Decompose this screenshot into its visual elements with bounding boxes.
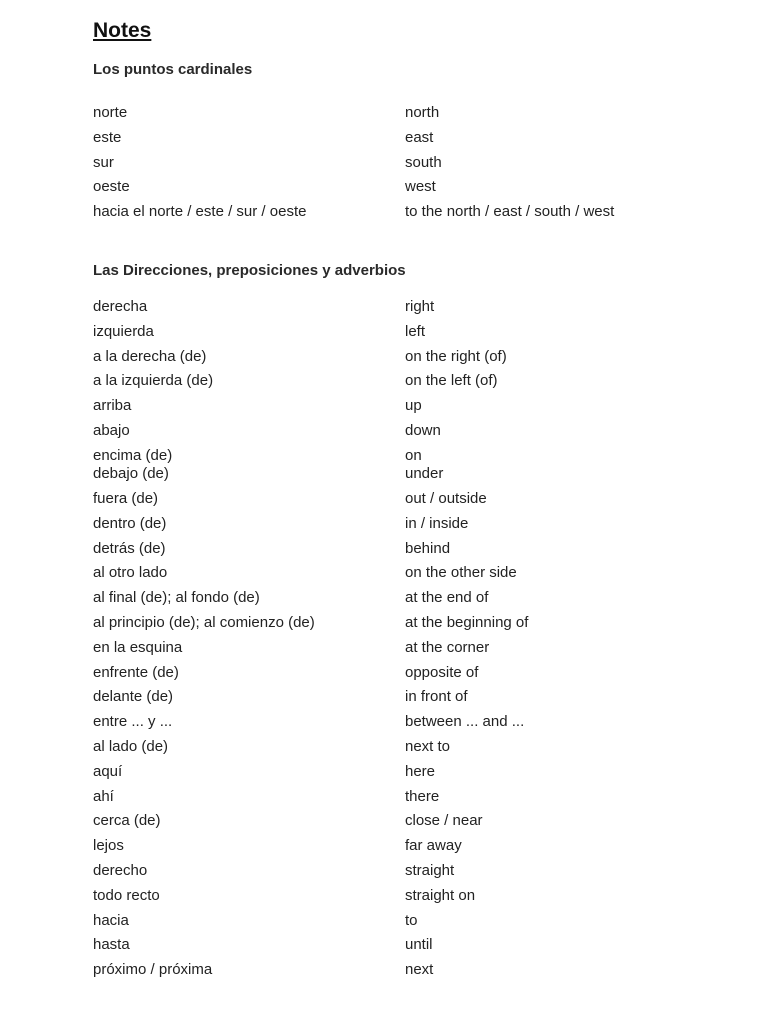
spanish-term: delante (de) bbox=[93, 688, 174, 706]
english-translation: close / near bbox=[405, 812, 483, 830]
vocab-row bbox=[93, 959, 713, 984]
vocab-row bbox=[93, 835, 713, 860]
spanish-term: fuera (de) bbox=[93, 490, 159, 508]
spanish-term: al lado (de) bbox=[93, 738, 169, 756]
english-translation: under bbox=[405, 465, 444, 483]
english-translation: straight bbox=[405, 862, 455, 880]
english-translation: at the beginning of bbox=[405, 614, 529, 632]
vocab-row bbox=[93, 711, 713, 736]
vocab-row bbox=[93, 885, 713, 910]
english-translation: straight on bbox=[405, 886, 476, 904]
english-translation: until bbox=[405, 936, 433, 954]
spanish-term: al final (de); al fondo (de) bbox=[93, 589, 260, 607]
english-translation: between ... and ... bbox=[405, 713, 525, 731]
vocab-row bbox=[93, 420, 713, 445]
english-translation: right bbox=[405, 298, 435, 315]
vocab-row bbox=[93, 102, 713, 127]
spanish-term: enfrente (de) bbox=[93, 663, 179, 681]
english-translation: west bbox=[405, 178, 436, 196]
spanish-term: en la esquina bbox=[93, 638, 183, 656]
vocab-row bbox=[93, 562, 713, 587]
english-translation: far away bbox=[405, 837, 462, 855]
vocab-row bbox=[93, 370, 713, 395]
spanish-term: a la izquierda (de) bbox=[93, 372, 214, 390]
page-title: Notes bbox=[93, 19, 152, 42]
english-translation: left bbox=[405, 322, 426, 340]
english-translation: north bbox=[405, 104, 440, 121]
vocab-row bbox=[93, 201, 713, 226]
vocab-row bbox=[93, 761, 713, 786]
spanish-term: abajo bbox=[93, 421, 130, 439]
spanish-term: aquí bbox=[93, 762, 123, 780]
vocab-row bbox=[93, 321, 713, 346]
section-heading-cardinal-points: Los puntos cardinales bbox=[93, 61, 253, 78]
english-translation: on bbox=[405, 446, 422, 464]
english-translation: there bbox=[405, 787, 440, 805]
vocab-row bbox=[93, 860, 713, 885]
english-translation: to bbox=[405, 911, 418, 929]
english-translation: to the north / east / south / west bbox=[405, 203, 615, 221]
spanish-term: todo recto bbox=[93, 886, 160, 904]
vocab-row bbox=[93, 637, 713, 662]
english-translation: east bbox=[405, 128, 434, 146]
spanish-term: a la derecha (de) bbox=[93, 347, 207, 365]
spanish-term: norte bbox=[93, 104, 128, 121]
vocab-row bbox=[93, 127, 713, 152]
vocab-row bbox=[93, 463, 713, 488]
english-translation: out / outside bbox=[405, 490, 487, 508]
spanish-term: entre ... y ... bbox=[93, 713, 173, 731]
spanish-term: derecho bbox=[93, 862, 148, 880]
vocab-row bbox=[93, 176, 713, 201]
english-translation: on the right (of) bbox=[405, 347, 507, 365]
vocab-row bbox=[93, 346, 713, 371]
vocab-row bbox=[93, 513, 713, 538]
vocab-row bbox=[93, 686, 713, 711]
spanish-term: oeste bbox=[93, 178, 130, 196]
english-translation: in / inside bbox=[405, 514, 469, 532]
english-translation: next bbox=[405, 961, 434, 979]
vocab-row bbox=[93, 786, 713, 811]
english-translation: up bbox=[405, 397, 422, 415]
vocab-row bbox=[93, 296, 713, 321]
spanish-term: ahí bbox=[93, 787, 114, 805]
spanish-term: al principio (de); al comienzo (de) bbox=[93, 614, 315, 632]
english-translation: at the end of bbox=[405, 589, 489, 607]
spanish-term: próximo / próxima bbox=[93, 961, 213, 979]
spanish-term: derecha bbox=[93, 298, 148, 315]
spanish-term: hacia bbox=[93, 911, 129, 929]
spanish-term: arriba bbox=[93, 397, 132, 415]
vocab-row bbox=[93, 662, 713, 687]
spanish-term: hacia el norte / este / sur / oeste bbox=[93, 203, 307, 221]
vocab-row bbox=[93, 736, 713, 761]
english-translation: behind bbox=[405, 539, 451, 557]
vocab-row bbox=[93, 810, 713, 835]
english-translation: on the other side bbox=[405, 564, 517, 582]
english-translation: south bbox=[405, 153, 442, 171]
english-translation: opposite of bbox=[405, 663, 479, 681]
vocab-row bbox=[93, 934, 713, 959]
vocab-list-cardinal-points bbox=[93, 102, 713, 226]
vocab-list-directions bbox=[93, 296, 713, 984]
spanish-term: este bbox=[93, 128, 122, 146]
spanish-term: al otro lado bbox=[93, 564, 168, 582]
english-translation: on the left (of) bbox=[405, 372, 498, 390]
spanish-term: encima (de) bbox=[93, 446, 173, 464]
english-translation: here bbox=[405, 762, 436, 780]
spanish-term: hasta bbox=[93, 936, 130, 954]
vocab-row bbox=[93, 488, 713, 513]
english-translation: down bbox=[405, 421, 441, 439]
vocab-row bbox=[93, 445, 713, 464]
vocab-row bbox=[93, 910, 713, 935]
vocab-row bbox=[93, 152, 713, 177]
english-translation: at the corner bbox=[405, 638, 490, 656]
section-heading-directions: Las Direcciones, preposiciones y adverbios bbox=[93, 262, 406, 279]
spanish-term: detrás (de) bbox=[93, 539, 166, 557]
spanish-term: lejos bbox=[93, 837, 124, 855]
spanish-term: dentro (de) bbox=[93, 514, 167, 532]
spanish-term: izquierda bbox=[93, 322, 154, 340]
english-translation: next to bbox=[405, 738, 451, 756]
spanish-term: debajo (de) bbox=[93, 465, 169, 483]
vocab-row bbox=[93, 538, 713, 563]
spanish-term: cerca (de) bbox=[93, 812, 161, 830]
vocab-row bbox=[93, 395, 713, 420]
spanish-term: sur bbox=[93, 153, 114, 171]
english-translation: in front of bbox=[405, 688, 468, 706]
vocab-row bbox=[93, 587, 713, 612]
vocab-row bbox=[93, 612, 713, 637]
